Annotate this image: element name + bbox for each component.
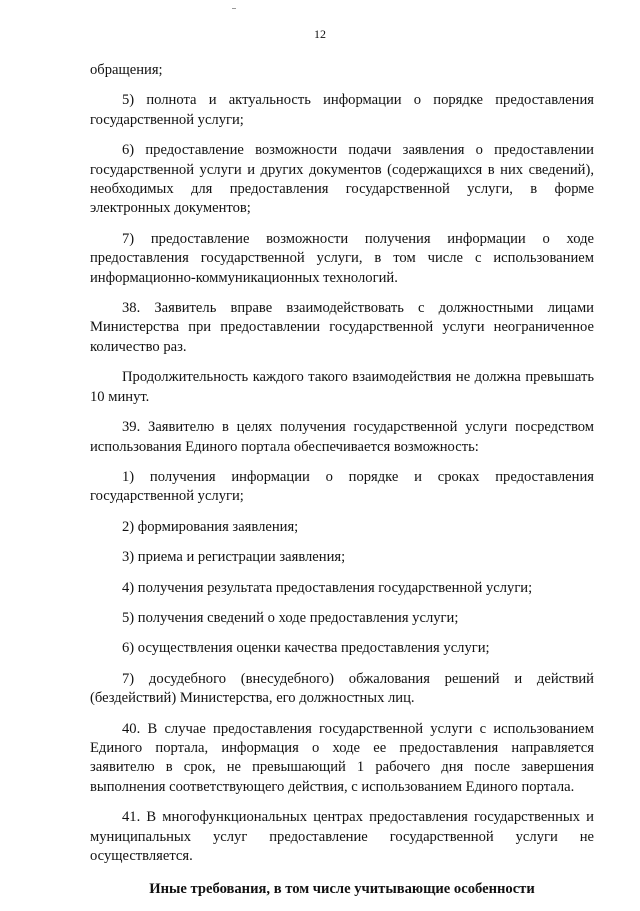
paragraph-item-5: 5) полнота и актуальность информации о порядке предоставления государственной услуги; xyxy=(90,92,594,128)
list-item-4: 4) получения результата предоставления государственной услуги; xyxy=(122,579,533,596)
paragraph-clause-40: 40. В случае предоставления государственной услуги с использованием Единого портала, информация о ходе ее предоставления направляется заявителю в срок, не превышающий 1 рабочего дня после завершения выполнения соответствующего действия, с использованием Единого портала. xyxy=(90,720,594,795)
paragraph-clause-41: 41. В многофункциональных центрах предоставления государственных и муниципальных услуг предоставление государственной услуги не осуществляется. xyxy=(90,809,594,864)
document-body xyxy=(90,61,594,911)
scan-artifact xyxy=(232,8,236,9)
section-heading: Иные требования, в том числе учитывающие особенности xyxy=(149,881,535,898)
paragraph-continuation: обращения; xyxy=(90,62,163,78)
list-item-5: 5) получения сведений о ходе предоставления услуги; xyxy=(122,609,459,626)
list-item-1: 1) получения информации о порядке и сроках предоставления государственной услуги; xyxy=(90,468,594,505)
list-item-6: 6) осуществления оценки качества предоставления услуги; xyxy=(122,640,490,657)
paragraph-clause-39: 39. Заявителю в целях получения государственной услуги посредством использования Единого портала обеспечивается возможность: xyxy=(90,419,594,455)
paragraph-clause-38: 38. Заявитель вправе взаимодействовать с должностными лицами Министерства при предоставлении государственной услуги неограниченное количество раз. xyxy=(90,300,594,355)
page-number: 12 xyxy=(314,27,326,41)
paragraph-item-7: 7) предоставление возможности получения информации о ходе предоставления государственной услуги, в том числе с использованием информационно-коммуникационных технологий. xyxy=(90,230,594,286)
list-item-3: 3) приема и регистрации заявления; xyxy=(122,549,346,566)
list-item-2: 2) формирования заявления; xyxy=(122,518,299,535)
paragraph-item-6: 6) предоставление возможности подачи заявления о предоставлении государственной услуги и других документов (содержащихся в них сведений), необходимых для предоставления государственной услуги, в форме электронных документов; xyxy=(90,142,594,217)
list-item-7: 7) досудебного (внесудебного) обжалования решений и действий (бездействий) Министерства, его должностных лиц. xyxy=(90,670,594,707)
paragraph-duration: Продолжительность каждого такого взаимодействия не должна превышать 10 минут. xyxy=(90,369,594,405)
